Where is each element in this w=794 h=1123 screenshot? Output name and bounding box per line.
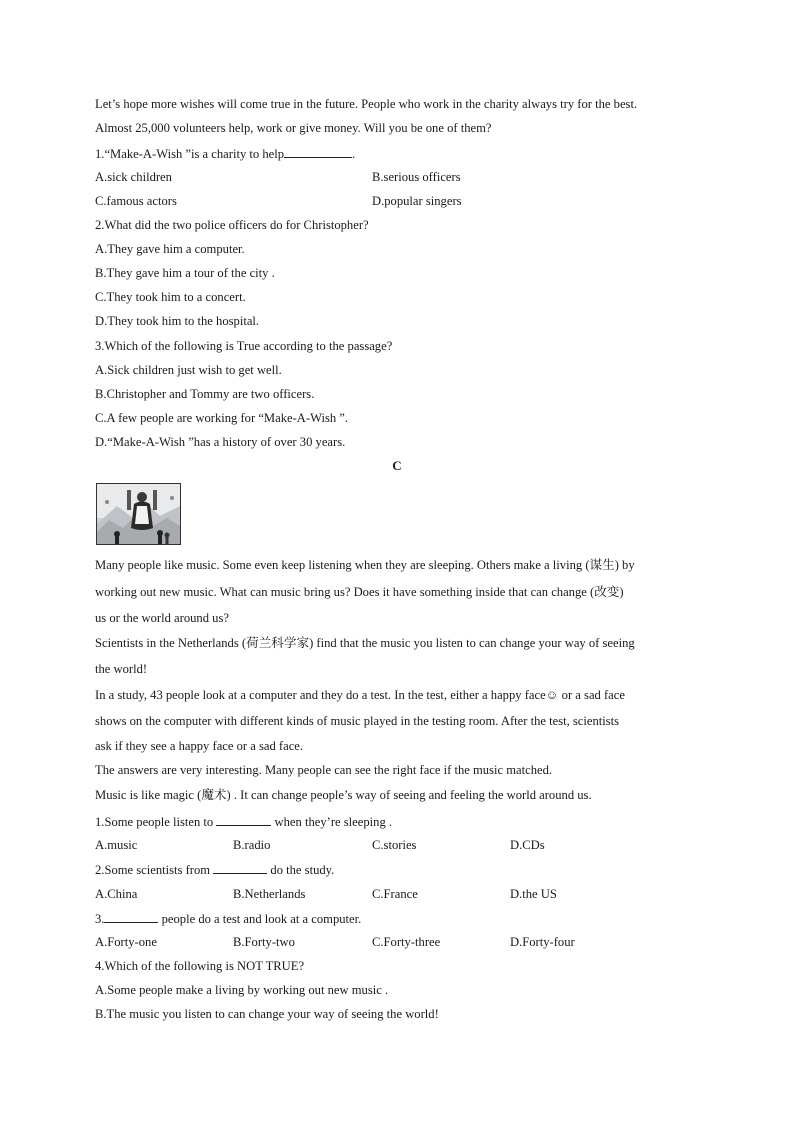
question-stem xyxy=(95,145,355,162)
answer-blank xyxy=(284,145,352,158)
passage-line: Scientists in the Netherlands (荷兰科学家) find that the music you listen to can change your way of seeing xyxy=(95,636,635,650)
option-b: B.Netherlands xyxy=(233,887,306,901)
option-d: D.the US xyxy=(510,887,557,901)
option-c: C.They took him to a concert. xyxy=(95,290,246,304)
option-b: B.Forty-two xyxy=(233,935,295,949)
option-b: B.Christopher and Tommy are two officers. xyxy=(95,387,315,401)
question-stem: 4.Which of the following is NOT TRUE? xyxy=(95,959,305,973)
stage-performance-photo xyxy=(96,483,181,545)
passage-line: Many people like music. Some even keep listening when they are sleeping. Others make a living (谋生) by xyxy=(95,558,635,572)
question-stem xyxy=(95,813,392,830)
question-text: 1.“Make-A-Wish ”is a charity to help xyxy=(95,147,285,161)
section-heading: C xyxy=(392,458,402,473)
answer-blank xyxy=(213,861,267,874)
option-c: C.France xyxy=(372,887,418,901)
question-text: when they’re sleeping . xyxy=(271,815,393,829)
option-d: D.popular singers xyxy=(372,194,462,208)
passage-line: the world! xyxy=(95,662,148,676)
passage-line: Almost 25,000 volunteers help, work or give money. Will you be one of them? xyxy=(95,121,492,135)
option-a: A.They gave him a computer. xyxy=(95,242,245,256)
question-stem xyxy=(95,861,334,878)
option-a: A.music xyxy=(95,838,138,852)
passage-line: ask if they see a happy face or a sad face. xyxy=(95,739,304,753)
option-a: A.Sick children just wish to get well. xyxy=(95,363,282,377)
option-a: A.Forty-one xyxy=(95,935,157,949)
option-d: D.CDs xyxy=(510,838,545,852)
question-stem: 3.Which of the following is True according to the passage? xyxy=(95,339,393,353)
option-b: B.The music you listen to can change your way of seeing the world! xyxy=(95,1007,439,1021)
passage-line: Music is like magic (魔术) . It can change people’s way of seeing and feeling the world around us. xyxy=(95,788,592,802)
question-text: people do a test and look at a computer. xyxy=(158,912,362,926)
passage-line: us or the world around us? xyxy=(95,611,229,625)
option-a: A.sick children xyxy=(95,170,172,184)
option-c: C.famous actors xyxy=(95,194,177,208)
question-text: 3. xyxy=(95,912,105,926)
passage-line: working out new music. What can music bring us? Does it have something inside that can change (改变) xyxy=(95,585,624,599)
option-c: C.A few people are working for “Make-A-Wish ”. xyxy=(95,411,349,425)
option-c: C.stories xyxy=(372,838,417,852)
option-b: B.radio xyxy=(233,838,271,852)
question-text: do the study. xyxy=(267,863,335,877)
question-stem: 2.What did the two police officers do for Christopher? xyxy=(95,218,369,232)
passage-line: Let’s hope more wishes will come true in the future. People who work in the charity always try for the best. xyxy=(95,97,638,111)
question-text: 1.Some people listen to xyxy=(95,815,214,829)
answer-blank xyxy=(104,910,158,923)
option-d: D.Forty-four xyxy=(510,935,575,949)
question-text: . xyxy=(352,147,356,161)
option-a: A.China xyxy=(95,887,138,901)
option-c: C.Forty-three xyxy=(372,935,441,949)
question-stem xyxy=(95,910,361,927)
option-b: B.They gave him a tour of the city . xyxy=(95,266,275,280)
option-b: B.serious officers xyxy=(372,170,461,184)
passage-line: In a study, 43 people look at a computer and they do a test. In the test, either a happy face☺ or a sad face xyxy=(95,688,625,702)
option-a: A.Some people make a living by working out new music . xyxy=(95,983,389,997)
option-d: D.They took him to the hospital. xyxy=(95,314,260,328)
option-d: D.“Make-A-Wish ”has a history of over 30 years. xyxy=(95,435,346,449)
passage-line: shows on the computer with different kinds of music played in the testing room. After the test, scientists xyxy=(95,714,620,728)
question-text: 2.Some scientists from xyxy=(95,863,211,877)
passage-line: The answers are very interesting. Many people can see the right face if the music matched. xyxy=(95,763,553,777)
answer-blank xyxy=(216,813,271,826)
